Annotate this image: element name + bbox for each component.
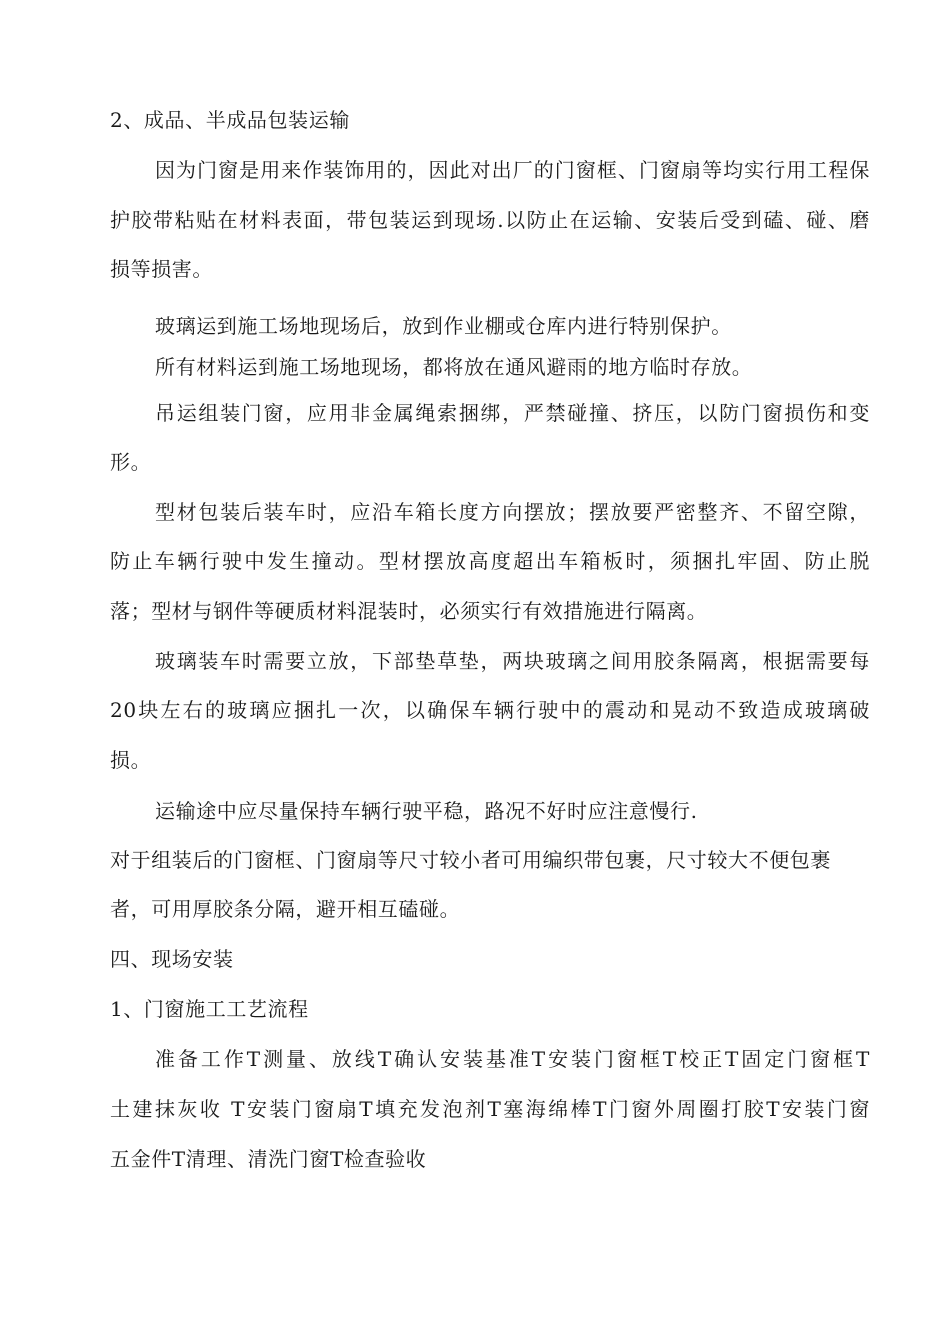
paragraph-line: 运输途中应尽量保持车辆行驶平稳，路况不好时应注意慢行. [155, 799, 698, 823]
paragraph-line: 玻璃运到施工场地现场后，放到作业棚或仓库内进行特别保护。 [155, 314, 732, 338]
paragraph-line: 落；型材与钢件等硬质材料混装时，必须实行有效措施进行隔离。 [110, 599, 708, 623]
paragraph-line: 损。 [110, 748, 152, 772]
paragraph-line: 对于组装后的门窗框、门窗扇等尺寸较小者可用编织带包裹，尺寸较大不便包裹 [110, 848, 831, 872]
paragraph-line: 吊运组装门窗，应用非金属绳索捆绑，严禁碰撞、挤压，以防门窗损伤和变 [155, 401, 870, 425]
subsection-heading-process: 1、门窗施工工艺流程 [110, 997, 309, 1021]
paragraph-line: 所有材料运到施工场地现场，都将放在通风避雨的地方临时存放。 [155, 355, 753, 379]
paragraph-line: 20块左右的玻璃应捆扎一次，以确保车辆行驶中的震动和晃动不致造成玻璃破 [110, 698, 870, 722]
paragraph-line: 防止车辆行驶中发生撞动。型材摆放高度超出车箱板时，须捆扎牢固、防止脱 [110, 549, 870, 573]
process-flow-line: 五金件T清理、清洗门窗T检查验收 [110, 1147, 427, 1171]
section-heading-packaging: 2、成品、半成品包装运输 [110, 108, 350, 132]
paragraph-line: 护胶带粘贴在材料表面，带包装运到现场.以防止在运输、安装后受到磕、碰、磨 [110, 208, 870, 232]
paragraph-line: 形。 [110, 450, 152, 474]
paragraph-line: 因为门窗是用来作装饰用的，因此对出厂的门窗框、门窗扇等均实行用工程保 [155, 158, 870, 182]
process-flow-line: 准备工作T测量、放线T确认安装基准T安装门窗框T校正T固定门窗框T [155, 1047, 870, 1071]
paragraph-line: 玻璃装车时需要立放，下部垫草垫，两块玻璃之间用胶条隔离，根据需要每 [155, 649, 870, 673]
paragraph-line: 损等损害。 [110, 257, 213, 281]
paragraph-line: 者，可用厚胶条分隔，避开相互磕碰。 [110, 897, 461, 921]
section-heading-installation: 四、现场安装 [110, 947, 234, 971]
paragraph-line: 型材包装后装车时，应沿车箱长度方向摆放；摆放要严密整齐、不留空隙， [155, 500, 870, 524]
process-flow-line: 土建抹灰收 T安装门窗扇T填充发泡剂T塞海绵棒T门窗外周圈打胶T安装门窗 [110, 1097, 870, 1121]
